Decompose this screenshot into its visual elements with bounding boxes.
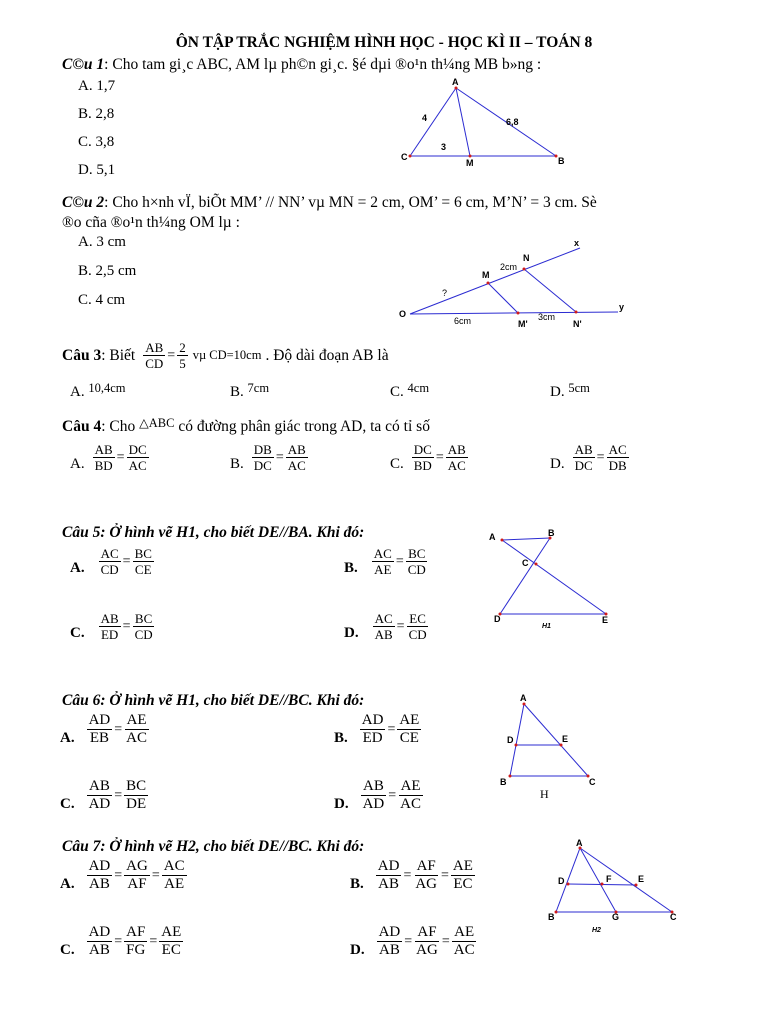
q7-figure-h2	[540, 838, 690, 938]
q5-option-b[interactable]: B. $\frac{AC}{AE}$ = $\frac{BC}{CD}$	[344, 546, 426, 577]
point-b	[555, 911, 558, 914]
label-n-prime: N'	[573, 319, 582, 329]
label-o: O	[399, 309, 407, 319]
q3-option-b[interactable]: B. $^{7cm}$	[230, 381, 270, 400]
point-a	[501, 539, 504, 542]
q3-option-c[interactable]: C. $^{4cm}$	[390, 381, 430, 400]
label-ab-length: 4	[422, 113, 428, 123]
label-om-prime-length: 6cm	[454, 316, 472, 326]
q1-option-d[interactable]: D. 5,1	[78, 162, 116, 178]
q7-option-b[interactable]: B. $\frac{AD}{AB}$ = $\frac{AF}{AG}$ = $\frac{AE}{EC}$	[350, 858, 473, 892]
label-d: D	[507, 735, 514, 745]
segment-bd	[500, 538, 550, 614]
q5-option-c[interactable]: C. $\frac{AB}{ED}$ = $\frac{BC}{CD}$	[70, 611, 153, 642]
question-3: Câu 3 : Biết $\frac{AB}{CD}$ = $\frac{2}{5}$ vµ CD=10cm . Độ dài đoạn AB là	[62, 340, 389, 371]
label-c: C	[589, 777, 596, 787]
q4-option-a[interactable]: A. $\frac{AB}{BD}$ = $\frac{DC}{AC}$	[70, 442, 147, 473]
q5-option-d[interactable]: D. $\frac{AC}{AB}$ = $\frac{EC}{CD}$	[344, 611, 427, 642]
q7-option-d[interactable]: D. $\frac{AD}{AB}$ = $\frac{AF}{AG}$ = $\frac{AE}{AC}$	[350, 924, 475, 958]
label-a: A	[489, 532, 496, 542]
question-3-pre: : Biết	[101, 346, 136, 364]
question-1-label: C©u 1	[62, 56, 105, 73]
question-1-text: : Cho tam gi¸c ABC, AM lµ ph©n gi¸c. §é dµi ®o¹n th¼ng MB b»ng :	[104, 56, 542, 73]
question-2	[62, 194, 597, 212]
question-3-post: . Độ dài đoạn AB là	[265, 346, 389, 364]
question-3-label: Câu 3	[62, 346, 102, 364]
point-b	[509, 775, 512, 778]
point-c	[535, 563, 538, 566]
segment-mm-prime	[488, 283, 518, 313]
label-b: B	[558, 156, 565, 166]
point-c	[409, 155, 412, 158]
figure-caption: H1	[542, 623, 551, 630]
q7-option-c[interactable]: C. $\frac{AD}{AB}$ = $\frac{AF}{FG}$ = $\frac{AE}{EC}$	[60, 924, 182, 958]
label-g: G	[612, 912, 620, 922]
q5-figure-h1	[484, 528, 624, 632]
figure-caption: H	[540, 787, 549, 801]
label-b: B	[500, 777, 507, 787]
q5-option-a[interactable]: A. $\frac{AC}{CD}$ = $\frac{BC}{CE}$	[70, 546, 152, 577]
label-om-unknown: ?	[442, 288, 448, 298]
q3-fraction-2-5: $\frac{2}{5}$	[179, 340, 186, 371]
label-c: C	[670, 912, 677, 922]
label-d: D	[494, 614, 501, 624]
label-b: B	[548, 528, 555, 538]
label-c: C	[401, 152, 408, 162]
q2-option-c[interactable]: C. 4 cm	[78, 292, 126, 308]
label-x: x	[574, 238, 580, 248]
question-2-label: C©u 2	[62, 194, 105, 211]
segment-ae	[502, 540, 606, 614]
segment-ab	[502, 538, 550, 540]
label-m: M	[466, 158, 474, 168]
question-5: Câu 5: Ở hình vẽ H1, cho biết DE//BA. Khi đó:	[62, 524, 365, 541]
q1-option-b[interactable]: B. 2,8	[78, 106, 115, 122]
question-4-post: có đường phân giác trong AD, ta có tỉ số	[178, 418, 430, 435]
point-m	[487, 282, 490, 285]
segment-am	[456, 88, 470, 156]
q2-option-b[interactable]: B. 2,5 cm	[78, 263, 137, 279]
point-f	[601, 883, 604, 886]
segment-ac	[580, 848, 672, 912]
label-m-prime-n-prime-length: 3cm	[538, 312, 556, 322]
point-n-prime	[575, 311, 578, 314]
q1-option-a[interactable]: A. 1,7	[78, 78, 116, 94]
q3-option-a[interactable]: A. $^{10,4cm}$	[70, 381, 126, 400]
q7-option-a[interactable]: A. $\frac{AD}{AB}$ = $\frac{AG}{AF}$ = $\frac{AC}{AE}$	[60, 858, 185, 892]
ray-oy	[410, 312, 618, 314]
label-e: E	[638, 874, 645, 884]
label-a: A	[520, 693, 527, 703]
q3-fraction-ab-cd: $\frac{AB}{CD}$	[145, 340, 164, 371]
q6-option-c[interactable]: C. $\frac{AB}{AD}$ = $\frac{BC}{DE}$	[60, 778, 147, 812]
question-3-mid: vµ CD=10cm	[192, 348, 262, 362]
question-4-triangle: △ABC	[139, 416, 175, 430]
page-title: ÔN TẬP TRẮC NGHIỆM HÌNH HỌC - HỌC KÌ II – TOÁN 8	[175, 34, 593, 51]
q1-option-c[interactable]: C. 3,8	[78, 134, 115, 150]
label-e: E	[602, 615, 609, 625]
ray-ox	[410, 248, 580, 314]
question-4-pre: : Cho	[101, 418, 136, 435]
q4-option-b[interactable]: B. $\frac{DB}{DC}$ = $\frac{AB}{AC}$	[230, 442, 306, 473]
q2-figure	[396, 236, 636, 332]
question-1	[62, 56, 541, 74]
label-n: N	[523, 253, 530, 263]
label-b: B	[548, 912, 555, 922]
question-7: Câu 7: Ở hình vẽ H2, cho biết DE//BC. Khi đó:	[62, 838, 365, 855]
segment-nn-prime	[524, 269, 576, 312]
label-mn-length: 2cm	[500, 262, 518, 272]
label-d: D	[558, 876, 565, 886]
point-m-prime	[517, 312, 520, 315]
question-4-label: Câu 4	[62, 418, 102, 435]
label-cm-length: 3	[441, 142, 447, 152]
figure-caption: H2	[592, 927, 601, 934]
q6-option-d[interactable]: D. $\frac{AB}{AD}$ = $\frac{AE}{AC}$	[334, 778, 422, 812]
q4-option-d[interactable]: D. $\frac{AB}{DC}$ = $\frac{AC}{DB}$	[550, 442, 627, 473]
label-a: A	[452, 78, 459, 87]
q6-option-b[interactable]: B. $\frac{AD}{ED}$ = $\frac{AE}{CE}$	[334, 712, 420, 746]
question-2-text-line2: ®o cña ®o¹n th¼ng OM lµ :	[62, 214, 240, 231]
label-ac-length: 6,8	[506, 117, 519, 127]
q6-figure-h1	[496, 692, 606, 802]
label-f: F	[606, 874, 612, 884]
label-e: E	[562, 734, 569, 744]
label-a: A	[576, 838, 583, 848]
point-n	[523, 268, 526, 271]
q2-option-a[interactable]: A. 3 cm	[78, 234, 126, 250]
q3-option-d[interactable]: D. $^{5cm}$	[550, 381, 590, 400]
question-6: Câu 6: Ở hình vẽ H1, cho biết DE//BC. Khi đó:	[62, 692, 365, 709]
question-4	[62, 418, 430, 436]
question-2-text-line1: : Cho h×nh vÏ, biÕt MM’ // NN’ vµ MN = 2 cm, OM’ = 6 cm, M’N’ = 3 cm. Sè	[104, 194, 597, 211]
q6-option-a[interactable]: A. $\frac{AD}{EB}$ = $\frac{AE}{AC}$	[60, 712, 148, 746]
label-y: y	[619, 302, 625, 312]
label-c: C	[522, 558, 529, 568]
q1-triangle-figure	[396, 78, 576, 170]
point-d	[567, 883, 570, 886]
point-d	[515, 744, 518, 747]
q4-option-c[interactable]: C. $\frac{DC}{BD}$ = $\frac{AB}{AC}$	[390, 442, 466, 473]
label-m-prime: M'	[518, 319, 528, 329]
segment-ac	[524, 704, 588, 776]
segment-ac	[410, 88, 456, 156]
label-m: M	[482, 270, 490, 280]
